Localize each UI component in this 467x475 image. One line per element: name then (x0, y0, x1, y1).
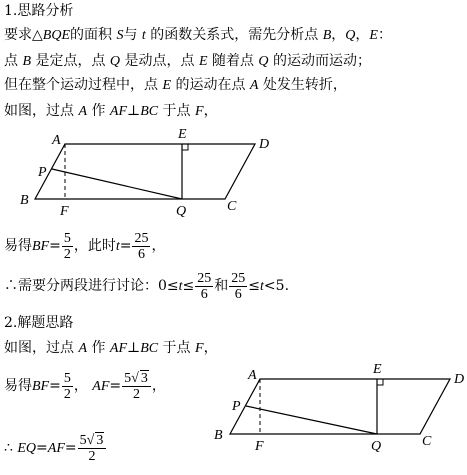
parallelogram-figure-1 (0, 124, 300, 220)
label-E-2: E (373, 362, 382, 377)
eq-bf-af: 易得BF= $\frac{5}{2}$ ， AF= $\frac{5√ 3}{2}$ ， (4, 370, 166, 402)
parallelogram-figure-2 (210, 362, 467, 454)
segment-pq-2 (246, 406, 377, 434)
frac-5root3-2-b: $\frac{5√ 3}{2}$ (78, 432, 107, 464)
frac-25-6-b: $\frac{25}{6}$ (231, 270, 246, 302)
label-F: F (60, 204, 69, 219)
label-Q: Q (176, 204, 187, 219)
section2-heading: 2.解题思路 (4, 315, 74, 331)
label-A: A (52, 133, 61, 148)
analysis-line-4: 如图，过点 A 作 AF⊥BC 于点 F， (4, 103, 218, 119)
right-angle-mark-2 (377, 379, 383, 385)
solution-line-1: 如图，过点 A 作 AF⊥BC 于点 F， (4, 340, 218, 356)
label-A-2: A (248, 368, 257, 383)
frac-5-2: $\frac{5}{2}$ (63, 230, 71, 262)
frac-25-6: $\frac{25}{6}$ (134, 230, 149, 262)
analysis-line-2: 点 B 是定点，点 Q 是动点，点 E 随着点 Q 的运动而运动； (4, 53, 371, 69)
label-F-2: F (255, 439, 264, 454)
label-C: C (227, 199, 237, 214)
label-E: E (178, 127, 187, 142)
frac-25-6-a: $\frac{25}{6}$ (197, 270, 212, 302)
segment-pq (52, 169, 182, 199)
frac-5root3-2: $\frac{5√ 3}{2}$ (122, 370, 151, 402)
analysis-line-1: 要求△BQE的面积 S与 t 的函数关系式，需先分析点 B，Q，E： (4, 27, 392, 43)
frac-5-2-b: $\frac{5}{2}$ (63, 370, 71, 402)
label-D: D (259, 137, 270, 152)
eq-cases: ∴需要分两段进行讨论：0≤t≤ $\frac{25}{6}$ 和 $\frac{25}{6}$ ≤t<5. (4, 270, 290, 302)
label-P: P (38, 165, 47, 180)
analysis-line-3: 但在整个运动过程中，点 E 的运动在点 A 处发生转折， (4, 77, 347, 93)
label-B-2: B (214, 428, 223, 443)
eq-eq-af: ∴ EQ=AF= $\frac{5√ 3}{2}$ (4, 430, 107, 467)
right-angle-mark (182, 144, 188, 150)
section1-heading: 1.思路分析 (4, 3, 74, 19)
label-Q-2: Q (371, 439, 382, 454)
label-C-2: C (422, 434, 432, 449)
label-D-2: D (454, 372, 465, 387)
label-P-2: P (232, 399, 241, 414)
eq-bf-t: 易得BF= $\frac{5}{2}$ ，此时t= $\frac{25}{6}$ ， (4, 230, 166, 262)
label-B: B (20, 193, 29, 208)
